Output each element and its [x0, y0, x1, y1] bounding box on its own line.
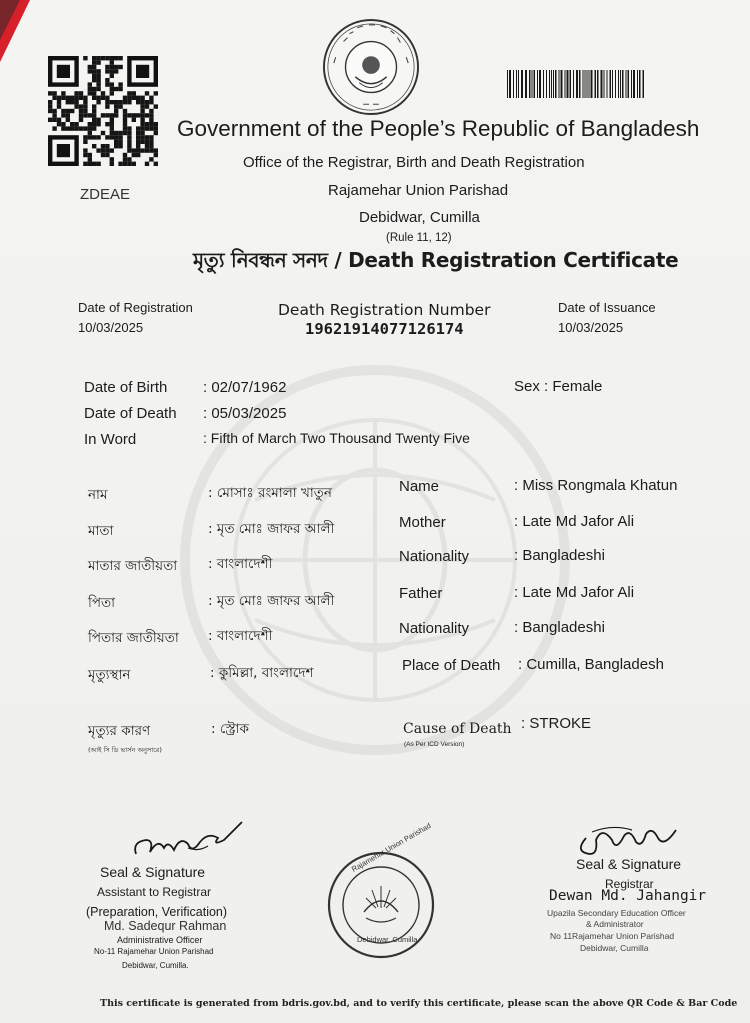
right-seal-signature-title: Seal & Signature: [576, 856, 682, 872]
father-label: Father: [399, 585, 443, 602]
father-value: : Late Md Jafor Ali: [514, 584, 635, 601]
mother-label: Mother: [399, 514, 446, 531]
name-label: Name: [399, 478, 440, 495]
bn-cause-of-death-label: মৃত্যুর কারণ: [88, 723, 151, 739]
bn-mother-label: মাতা: [88, 523, 114, 539]
date-of-birth-value: : 02/07/1962: [203, 379, 287, 396]
mother-value: : Late Md Jafor Ali: [514, 513, 635, 530]
cause-of-death-value: : STROKE: [521, 715, 592, 732]
date-of-birth-label: Date of Birth: [84, 379, 168, 396]
right-signer-extra: & Administrator: [586, 919, 644, 929]
bn-name-value: : মোসাঃ রংমালা খাতুন: [208, 485, 332, 501]
seal-ring-text: Rajamehar Union Parishad: [350, 820, 433, 874]
bn-father-nationality-label: পিতার জাতীয়তা: [88, 630, 179, 646]
dark-corner-mark: [0, 0, 20, 40]
right-signer-designation: Upazila Secondary Education Officer: [547, 908, 686, 918]
qr-code-label: ZDEAE: [80, 186, 131, 203]
left-signer-role: Assistant to Registrar: [97, 885, 212, 899]
bn-mother-value: : মৃত মোঃ জাফর আলী: [208, 521, 335, 537]
left-signer-designation: Administrative Officer: [117, 935, 203, 945]
qr-code-icon[interactable]: [48, 55, 158, 167]
certificate-title: মৃত্যু নিবন্ধন সনদ / Death Registration Certificate: [193, 248, 679, 272]
bn-mother-nationality-label: মাতার জাতীয়তা: [88, 558, 178, 574]
left-signer-place: Debidwar, Cumilla.: [122, 961, 189, 970]
mother-nationality-label: Nationality: [399, 548, 470, 565]
bn-cause-note: (আই সি ডি ভার্সন অনুসারে): [88, 746, 162, 754]
registration-number-value: 19621914077126174: [305, 320, 464, 338]
date-of-issuance-label: Date of Issuance: [558, 300, 656, 315]
right-signer-office: No 11Rajamehar Union Parishad: [550, 931, 675, 941]
bn-father-nationality-value: : বাংলাদেশী: [208, 628, 273, 644]
date-of-registration-value: 10/03/2025: [78, 320, 144, 335]
date-of-issuance-value: 10/03/2025: [558, 320, 624, 335]
registration-number-label: Death Registration Number: [278, 301, 491, 319]
bn-mother-nationality-value: : বাংলাদেশী: [208, 556, 273, 572]
bn-name-label: নাম: [88, 487, 108, 503]
bn-place-of-death-value: : কুমিল্লা, বাংলাদেশ: [210, 665, 314, 681]
place-of-death-value: : Cumilla, Bangladesh: [518, 656, 664, 673]
right-signer-place: Debidwar, Cumilla: [580, 943, 649, 953]
mother-nationality-value: : Bangladeshi: [514, 547, 605, 564]
father-nationality-value: : Bangladeshi: [514, 619, 605, 636]
left-signer-name: Md. Sadequr Rahman: [104, 919, 227, 933]
left-seal-signature-title: Seal & Signature: [100, 864, 206, 880]
right-signer-name: Dewan Md. Jahangir: [549, 888, 707, 904]
name-value: : Miss Rongmala Khatun: [514, 477, 678, 494]
district-title: Debidwar, Cumilla: [359, 209, 480, 226]
seal-bottom-text: Debidwar, Cumilla: [357, 935, 418, 944]
bn-cause-of-death-value: : স্ট্রোক: [211, 721, 249, 737]
bn-place-of-death-label: মৃত্যুস্থান: [88, 667, 131, 683]
date-of-death-value: : 05/03/2025: [203, 405, 287, 422]
left-signature-icon: [128, 818, 246, 864]
footer-verification-note: This certificate is generated from bdris.gov.bd, and to verify this certificate, please scan the above QR Code & Bar Code: [100, 998, 738, 1009]
right-signer-role: Registrar: [605, 877, 654, 891]
office-title: Office of the Registrar, Birth and Death Registration: [243, 154, 585, 171]
in-word-label: In Word: [84, 431, 137, 448]
bn-father-label: পিতা: [88, 595, 116, 611]
left-signer-duty: (Preparation, Verification): [86, 905, 228, 919]
father-nationality-label: Nationality: [399, 620, 470, 637]
government-emblem-icon: [322, 18, 420, 116]
government-title: Government of the People’s Republic of Bangladesh: [177, 116, 700, 141]
left-signer-office: No-11 Rajamehar Union Parishad: [94, 947, 214, 956]
rule-text: (Rule 11, 12): [386, 232, 452, 244]
union-title: Rajamehar Union Parishad: [328, 182, 509, 199]
date-of-death-label: Date of Death: [84, 405, 177, 422]
in-word-value: : Fifth of March Two Thousand Twenty Five: [203, 430, 470, 446]
cause-note: (As Per ICD Version): [404, 741, 465, 748]
date-of-registration-label: Date of Registration: [78, 300, 193, 315]
bn-father-value: : মৃত মোঃ জাফর আলী: [208, 593, 335, 609]
barcode-icon[interactable]: [507, 70, 645, 98]
cause-of-death-label: Cause of Death: [403, 721, 512, 737]
place-of-death-label: Place of Death: [402, 657, 501, 674]
sex-value: Sex : Female: [514, 378, 603, 395]
